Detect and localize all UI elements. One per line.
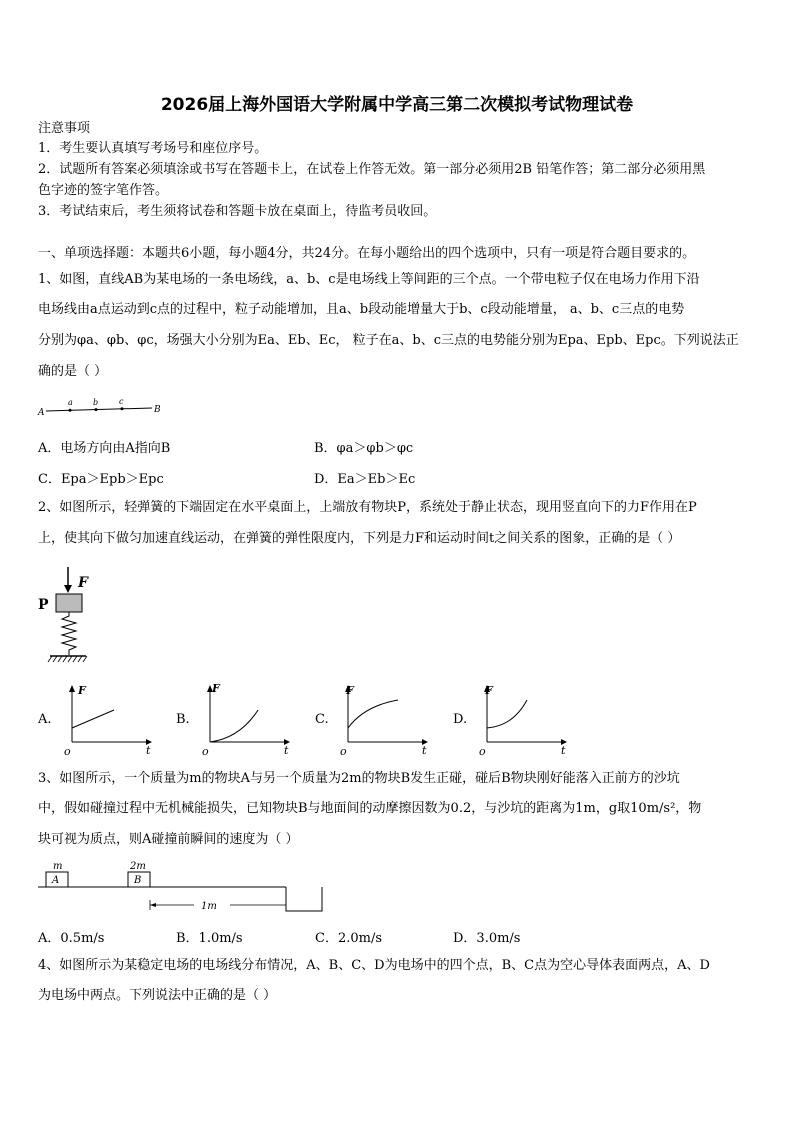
q3-option-a: A．0.5m/s bbox=[38, 931, 105, 946]
axis-y-label: F bbox=[212, 682, 220, 695]
axis-y-label: F bbox=[78, 684, 86, 697]
block-B-label: B bbox=[134, 875, 142, 886]
q2-option-d: D. bbox=[453, 712, 468, 727]
q1-option-b: B．φa＞φb＞φc bbox=[314, 441, 414, 456]
origin-label: o bbox=[202, 745, 209, 758]
q2-option-a: A. bbox=[38, 712, 52, 727]
axis-x-label: t bbox=[561, 744, 566, 757]
q2-graph-a bbox=[62, 680, 157, 758]
label-m: m bbox=[53, 861, 63, 872]
axis-x-label: t bbox=[146, 744, 151, 757]
q3-line-2: 中，假如碰撞过程中无机械能损失，已知物块B与地面间的动摩擦因数为0.2，与沙坑的距离为1m，g取10m/s²，物 bbox=[38, 801, 702, 816]
q3-line-3: 块可视为质点，则A碰撞前瞬间的速度为（ ） bbox=[38, 832, 299, 847]
axis-x-label: t bbox=[422, 744, 427, 757]
q1-line-4: 确的是（ ） bbox=[38, 364, 108, 379]
notice-item-2: 2．试题所有答案必须填涂或书写在答题卡上，在试卷上作答无效。第一部分必须用2B 铅笔作答；第二部分必须用黑 bbox=[38, 162, 706, 177]
label-B: B bbox=[154, 405, 161, 415]
q4-line-2: 为电场中两点。下列说法中正确的是（ ） bbox=[38, 988, 277, 1003]
q1-option-d: D．Ea＞Eb＞Ec bbox=[314, 472, 416, 487]
q3-line-1: 3、如图所示，一个质量为m的物块A与另一个质量为2m的物块B发生正碰，碰后B物块刚好能落入正前方的沙坑 bbox=[38, 771, 680, 786]
q1-option-a: A．电场方向由A指向B bbox=[38, 441, 171, 456]
label-F: F bbox=[78, 575, 88, 591]
q2-graph-b bbox=[200, 680, 295, 758]
q2-spring-figure bbox=[36, 563, 100, 667]
q2-graph-c bbox=[338, 680, 433, 758]
label-P: P bbox=[38, 597, 49, 613]
origin-label: o bbox=[479, 745, 486, 758]
q1-line-2: 电场线由a点运动到c点的过程中，粒子动能增加，且a、b段动能增量大于b、c段动能增量， a、b、c三点的电势 bbox=[38, 302, 685, 317]
label-a: a bbox=[68, 398, 73, 407]
q2-option-c: C. bbox=[315, 712, 329, 727]
q2-line-2: 上，使其向下做匀加速直线运动，在弹簧的弹性限度内，下列是力F和运动时间t之间关系的图象，正确的是（ ） bbox=[38, 531, 681, 546]
axis-x-label: t bbox=[284, 744, 289, 757]
q1-line-3: 分别为φa、φb、φc，场强大小分别为Ea、Eb、Ec， 粒子在a、b、c三点的电势能分别为Epa、Epb、Epc。下列说法正 bbox=[38, 333, 739, 348]
q2-graph-d bbox=[477, 680, 572, 758]
notice-heading: 注意事项 bbox=[38, 121, 91, 136]
distance-label: 1m bbox=[201, 901, 217, 912]
label-b: b bbox=[93, 398, 99, 407]
notice-item-1: 1．考生要认真填写考场号和座位序号。 bbox=[38, 141, 268, 156]
page-title: 2026届上海外国语大学附属中学高三第二次模拟考试物理试卷 bbox=[160, 95, 634, 115]
q3-collision-figure bbox=[38, 858, 338, 916]
block-A-label: A bbox=[52, 875, 60, 886]
origin-label: o bbox=[340, 745, 347, 758]
axis-y-label: F bbox=[485, 684, 493, 697]
q4-line-1: 4、如图所示为某稳定电场的电场线分布情况，A、B、C、D为电场中的四个点，B、C点为空心导体表面两点，A、D bbox=[38, 958, 710, 973]
section-heading: 一、单项选择题：本题共6小题，每小题4分，共24分。在每小题给出的四个选项中，只有一项是符合题目要求的。 bbox=[38, 246, 696, 261]
label-A: A bbox=[38, 408, 45, 418]
q3-option-d: D．3.0m/s bbox=[453, 931, 521, 946]
q2-line-1: 2、如图所示，轻弹簧的下端固定在水平桌面上，上端放有物块P，系统处于静止状态，现用竖直向下的力F作用在P bbox=[38, 500, 697, 515]
q1-line-1: 1、如图，直线AB为某电场的一条电场线，a、b、c是电场线上等间距的三个点。一个带电粒子仅在电场力作用下沿 bbox=[38, 272, 700, 287]
q3-option-b: B．1.0m/s bbox=[176, 931, 243, 946]
label-c: c bbox=[119, 397, 124, 406]
q1-field-line-figure bbox=[36, 396, 166, 422]
q2-option-b: B. bbox=[176, 712, 190, 727]
q3-option-c: C．2.0m/s bbox=[315, 931, 382, 946]
label-2m: 2m bbox=[130, 861, 146, 872]
notice-item-3: 3．考试结束后，考生须将试卷和答题卡放在桌面上，待监考员收回。 bbox=[38, 204, 437, 219]
notice-item-2-cont: 色字迹的签字笔作答。 bbox=[38, 183, 169, 198]
q1-option-c: C．Epa＞Epb＞Epc bbox=[38, 472, 164, 487]
origin-label: o bbox=[64, 745, 71, 758]
axis-y-label: F bbox=[346, 684, 354, 697]
